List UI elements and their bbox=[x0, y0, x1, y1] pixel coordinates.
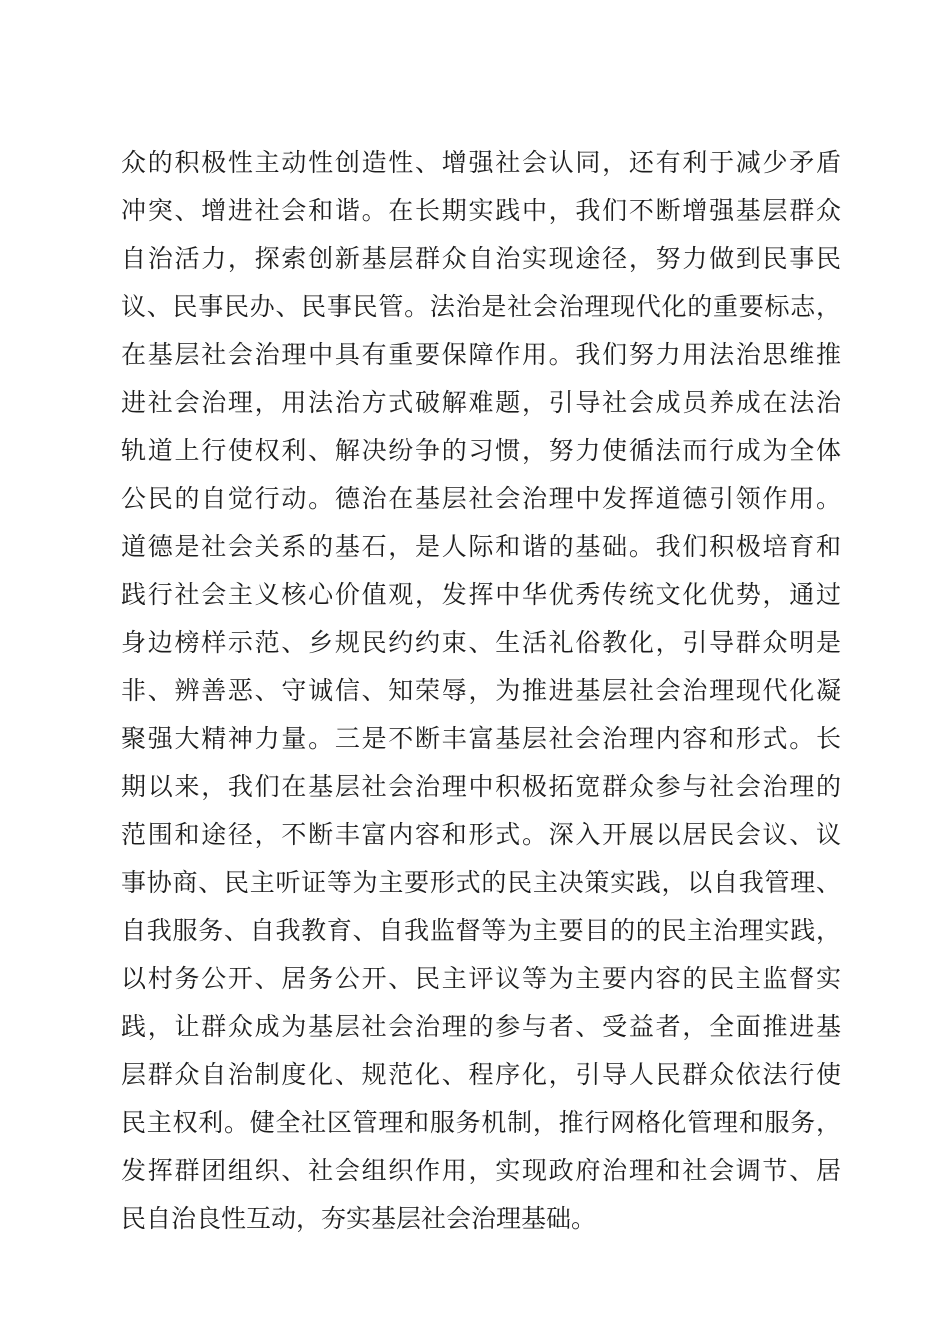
text-line: 以村务公开、居务公开、民主评议等为主要内容的民主监督实 bbox=[121, 964, 841, 993]
text-line: 践，让群众成为基层社会治理的参与者、受益者，全面推进基 bbox=[121, 1012, 841, 1041]
text-line: 践行社会主义核心价值观，发挥中华优秀传统文化优势，通过 bbox=[121, 580, 841, 609]
text-line: 事协商、民主听证等为主要形式的民主决策实践，以自我管理、 bbox=[121, 868, 841, 897]
text-line: 民自治良性互动，夯实基层社会治理基础。 bbox=[121, 1204, 597, 1233]
text-line: 公民的自觉行动。德治在基层社会治理中发挥道德引领作用。 bbox=[121, 484, 841, 513]
text-line: 身边榜样示范、乡规民约约束、生活礼俗教化，引导群众明是 bbox=[121, 628, 841, 657]
text-line: 众的积极性主动性创造性、增强社会认同，还有利于减少矛盾 bbox=[121, 148, 841, 177]
text-line: 发挥群团组织、社会组织作用，实现政府治理和社会调节、居 bbox=[121, 1156, 841, 1185]
text-line: 轨道上行使权利、解决纷争的习惯，努力使循法而行成为全体 bbox=[121, 436, 841, 465]
text-line: 聚强大精神力量。三是不断丰富基层社会治理内容和形式。长 bbox=[121, 724, 841, 753]
text-line: 层群众自治制度化、规范化、程序化，引导人民群众依法行使 bbox=[121, 1060, 841, 1089]
text-line: 道德是社会关系的基石，是人际和谐的基础。我们积极培育和 bbox=[121, 532, 841, 561]
text-line: 冲突、增进社会和谐。在长期实践中，我们不断增强基层群众 bbox=[121, 196, 841, 225]
text-line: 进社会治理，用法治方式破解难题，引导社会成员养成在法治 bbox=[121, 388, 841, 417]
text-line: 议、民事民办、民事民管。法治是社会治理现代化的重要标志， bbox=[121, 292, 841, 321]
body-paragraph bbox=[121, 139, 841, 1243]
text-line: 在基层社会治理中具有重要保障作用。我们努力用法治思维推 bbox=[121, 340, 841, 369]
text-line: 非、辨善恶、守诚信、知荣辱，为推进基层社会治理现代化凝 bbox=[121, 676, 841, 705]
text-line: 自治活力，探索创新基层群众自治实现途径，努力做到民事民 bbox=[121, 244, 841, 273]
text-line: 自我服务、自我教育、自我监督等为主要目的的民主治理实践， bbox=[121, 916, 841, 945]
text-line: 范围和途径，不断丰富内容和形式。深入开展以居民会议、议 bbox=[121, 820, 841, 849]
text-line: 期以来，我们在基层社会治理中积极拓宽群众参与社会治理的 bbox=[121, 772, 841, 801]
text-line: 民主权利。健全社区管理和服务机制，推行网格化管理和服务， bbox=[121, 1108, 841, 1137]
